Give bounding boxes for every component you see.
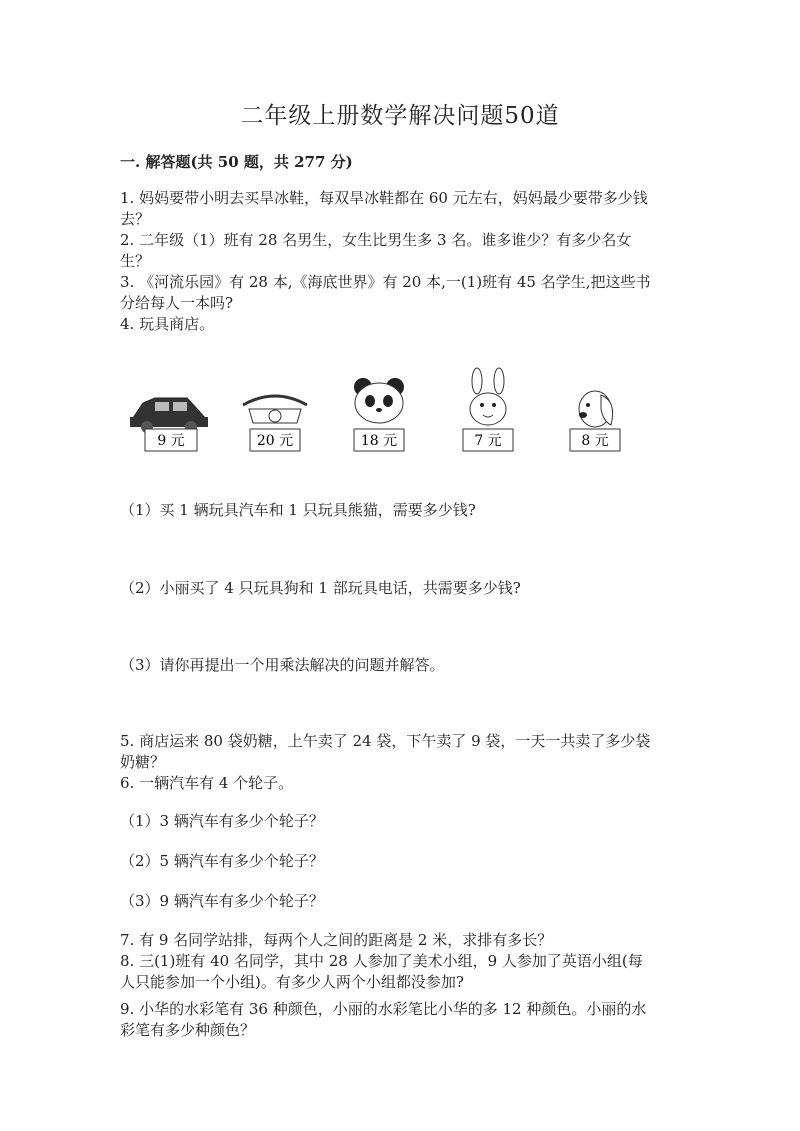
question-line: （3）请你再提出一个用乘法解决的问题并解答。: [120, 656, 445, 674]
question-line: 8. 三(1)班有 40 名同学，其中 28 人参加了美术小组，9 人参加了英语小组(每: [120, 952, 643, 970]
question-line: 人只能参加一个小组)。有多少人两个小组都没参加?: [120, 973, 464, 991]
question-line: （1）3 辆汽车有多少个轮子？: [120, 812, 324, 830]
question-line: 9. 小华的水彩笔有 36 种颜色，小丽的水彩笔比小华的多 12 种颜色。小丽的水: [120, 1000, 647, 1018]
question-line: 4. 玩具商店。: [120, 315, 215, 333]
question-line: （2）5 辆汽车有多少个轮子？: [120, 852, 324, 870]
page-title: 二年级上册数学解决问题50道: [240, 103, 560, 129]
toy-price: 20 元: [256, 433, 294, 449]
toy-price: 7 元: [474, 433, 502, 449]
question-line: 分给每人一本吗?: [120, 294, 234, 312]
toy-price: 18 元: [360, 433, 398, 449]
question-line: 6. 一辆汽车有 4 个轮子。: [120, 774, 294, 792]
question-line: 奶糖？: [120, 753, 166, 771]
question-line: 生？: [120, 252, 151, 270]
question-line: （2）小丽买了 4 只玩具狗和 1 部玩具电话，共需要多少钱?: [120, 579, 521, 597]
toy-price: 8 元: [581, 433, 609, 449]
question-line: 7. 有 9 名同学站排，每两个人之间的距离是 2 米，求排有多长？: [120, 931, 553, 949]
telephone-icon: [243, 396, 307, 451]
question-line: （3）9 辆汽车有多少个轮子？: [120, 892, 324, 910]
question-line: 去？: [120, 210, 151, 228]
car-icon: [130, 398, 208, 451]
question-line: 3. 《河流乐园》有 28 本,《海底世界》有 20 本,一(1)班有 45 名学生,把这些书: [120, 273, 651, 291]
toy-price: 9 元: [157, 433, 185, 449]
question-line: 2. 二年级（1）班有 28 名男生，女生比男生多 3 名。谁多谁少？有多少名女: [120, 231, 632, 249]
panda-icon: [354, 378, 404, 451]
question-line: 彩笔有多少种颜色？: [120, 1021, 256, 1039]
question-line: 5. 商店运来 80 袋奶糖，上午卖了 24 袋，下午卖了 9 袋，一天一共卖了多少袋: [120, 732, 651, 750]
rabbit-icon: [463, 368, 513, 451]
question-line: 1. 妈妈要带小明去买旱冰鞋，每双旱冰鞋都在 60 元左右，妈妈最少要带多少钱: [120, 189, 648, 207]
toy-price-illustration: [125, 365, 685, 465]
section-heading: 一. 解答题(共 50 题，共 277 分): [120, 153, 353, 171]
question-line: （1）买 1 辆玩具汽车和 1 只玩具熊猫，需要多少钱?: [120, 501, 476, 519]
dog-icon: [570, 391, 620, 451]
